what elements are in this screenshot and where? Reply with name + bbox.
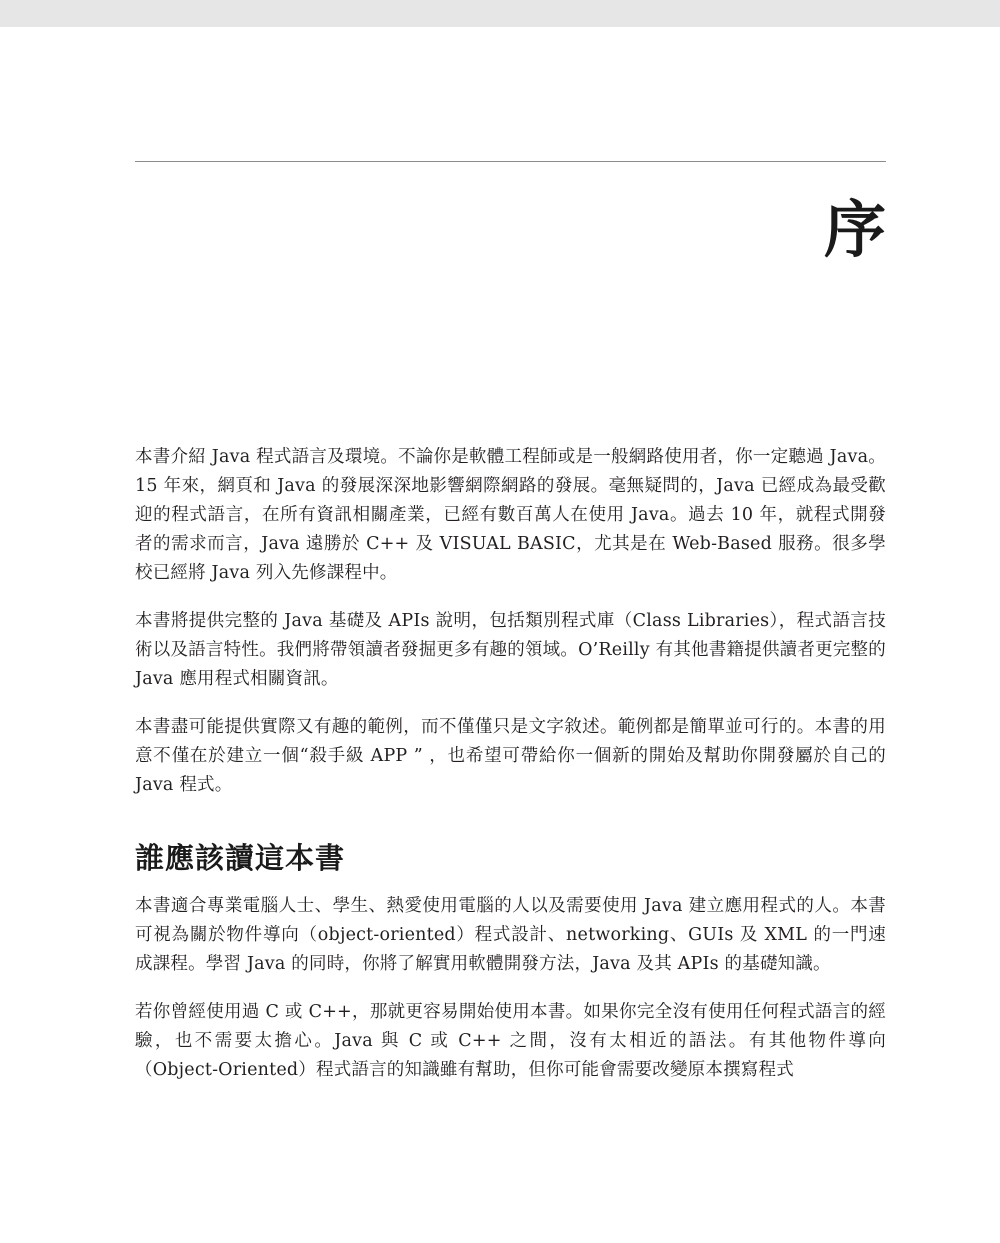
chapter-body (135, 443, 886, 1104)
chapter-divider-rule (135, 161, 886, 162)
intro-paragraph-3: 本書盡可能提供實際又有趣的範例，而不僅僅只是文字敘述。範例都是簡單並可行的。本書的用意不僅在於建立一個“殺手級 APP ” ，也希望可帶給你一個新的開始及幫助你開發屬於自己的 Java 程式。 (135, 717, 886, 795)
audience-paragraph-1: 本書適合專業電腦人士、學生、熱愛使用電腦的人以及需要使用 Java 建立應用程式的人。本書可視為關於物件導向（object-oriented）程式設計、networking、GUIs 及 XML 的一門速成課程。學習 Java 的同時，你將了解實用軟體開發方法，Java 及其 APIs 的基礎知識。 (135, 896, 886, 974)
intro-paragraph-1: 本書介紹 Java 程式語言及環境。不論你是軟體工程師或是一般網路使用者，你一定聽過 Java。15 年來，網頁和 Java 的發展深深地影響網際網路的發展。毫無疑問的，Java 已經成為最受歡迎的程式語言，在所有資訊相關產業，已經有數百萬人在使用 Java。過去 10 年，就程式開發者的需求而言，Java 遠勝於 C++ 及 VISUAL BASIC，尤其是在 Web-Based 服務。很多學校已經將 Java 列入先修課程中。 (135, 447, 886, 583)
page-top-band (0, 0, 1000, 27)
intro-paragraph-2: 本書將提供完整的 Java 基礎及 APIs 說明，包括類別程式庫（Class Libraries），程式語言技術以及語言特性。我們將帶領讀者發掘更多有趣的領域。O’Reilly 有其他書籍提供讀者更完整的 Java 應用程式相關資訊。 (135, 611, 886, 689)
audience-paragraph-2: 若你曾經使用過 C 或 C++，那就更容易開始使用本書。如果你完全沒有使用任何程式語言的經驗，也不需要太擔心。Java 與 C 或 C++ 之間，沒有太相近的語法。有其他物件導向（Object-Oriented）程式語言的知識雖有幫助，但你可能會需要改變原本撰寫程式 (135, 1002, 886, 1080)
section-heading-audience: 誰應該讀這本書 (135, 841, 346, 875)
chapter-title: 序 (823, 193, 886, 266)
